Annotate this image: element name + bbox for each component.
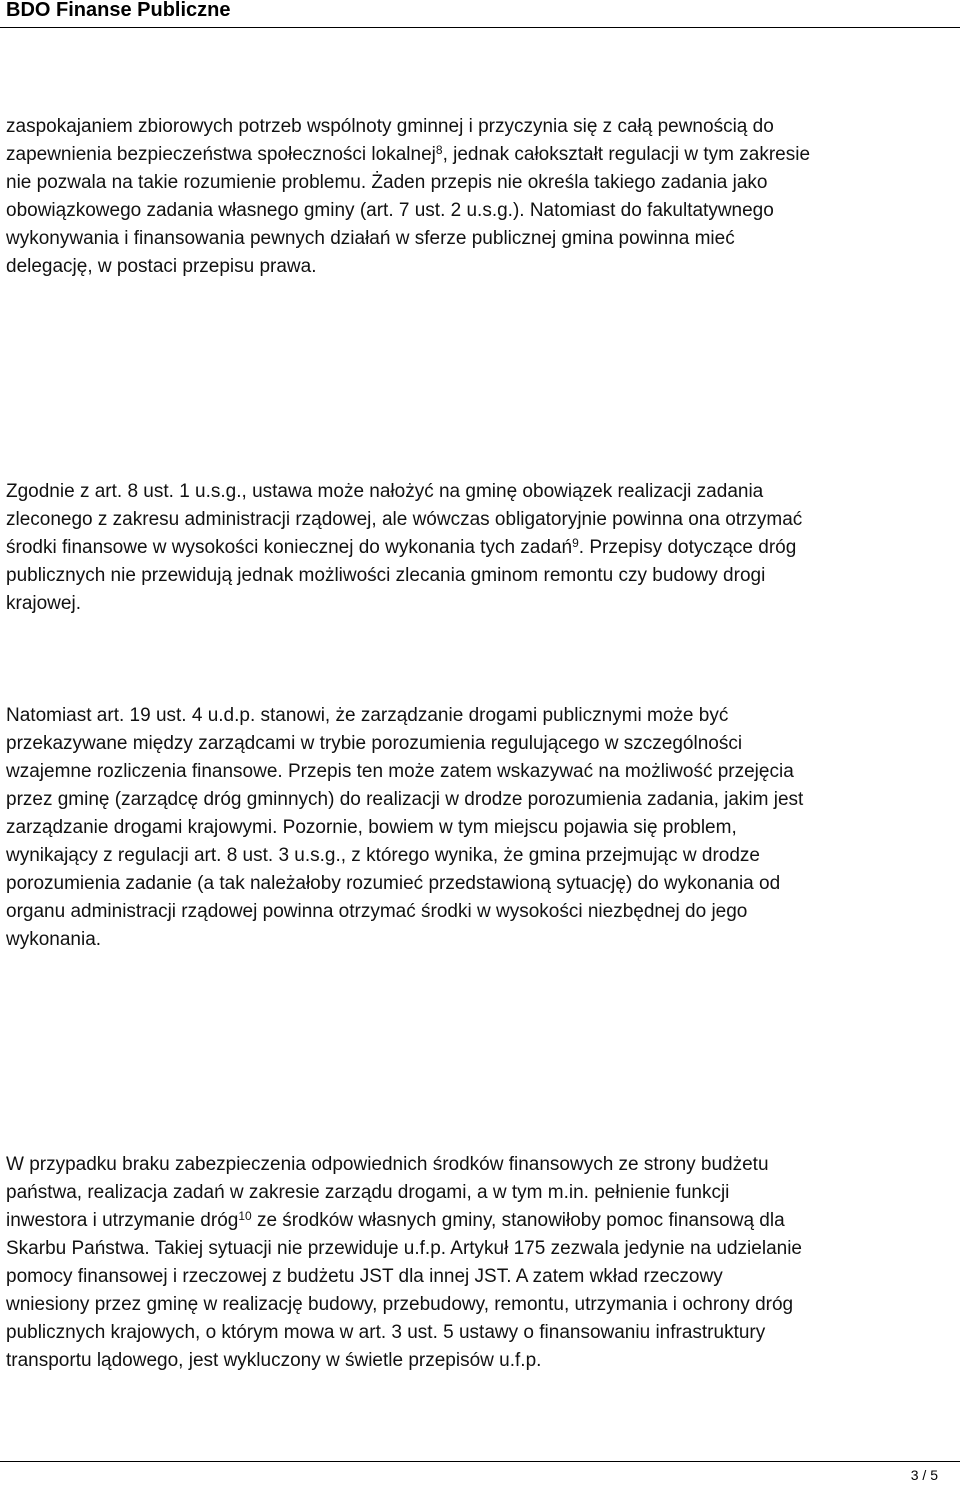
paragraph-2 [6, 478, 950, 618]
text-line: porozumienia zadanie (a tak należałoby rozumieć przedstawioną sytuację) do wykonania od [6, 873, 781, 894]
page-number: 3 / 5 [910, 1467, 938, 1483]
text-line: organu administracji rządowej powinna otrzymać środki w wysokości niezbędnej do jego [6, 901, 748, 922]
text-segment: . Przepisy dotyczące dróg [578, 537, 797, 558]
text-line: zaspokajaniem zbiorowych potrzeb wspólnoty gminnej i przyczynia się z całą pewnością do [6, 116, 774, 137]
text-segment: inwestora i utrzymanie dróg [6, 1210, 239, 1231]
footnote-ref: 10 [238, 1209, 252, 1223]
text-line: zarządzanie drogami krajowymi. Pozornie, bowiem w tym miejscu pojawia się problem, [6, 817, 737, 838]
text-segment: zapewnienia bezpieczeństwa społeczności lokalnej [6, 144, 436, 165]
text-line: wykonania. [6, 929, 102, 950]
text-line: wynikający z regulacji art. 8 ust. 3 u.s.g., z którego wynika, że gmina przejmując w drodze [6, 845, 760, 866]
text-segment: ze środków własnych gminy, stanowiłoby pomoc finansową dla [251, 1210, 785, 1231]
text-line [6, 1207, 950, 1235]
text-line: wykonywania i finansowania pewnych działań w sferze publicznej gmina powinna mieć [6, 228, 735, 249]
text-line: państwa, realizacja zadań w zakresie zarządu drogami, a w tym m.in. pełnienie funkcji [6, 1182, 730, 1203]
footnote-ref: 9 [572, 536, 579, 550]
text-line: zleconego z zakresu administracji rządowej, ale wówczas obligatoryjnie powinna ona otrzymać [6, 509, 803, 530]
footer-divider [0, 1461, 960, 1462]
text-line: przekazywane między zarządcami w trybie porozumienia regulującego w szczególności [6, 733, 743, 754]
text-segment: , jednak całokształt regulacji w tym zakresie [442, 144, 811, 165]
text-line: transportu lądowego, jest wykluczony w świetle przepisów u.f.p. [6, 1350, 542, 1371]
document-title: BDO Finanse Publiczne [6, 0, 231, 21]
text-line: wniesiony przez gminę w realizację budowy, przebudowy, remontu, utrzymania i ochrony dróg [6, 1294, 794, 1315]
text-line: wzajemne rozliczenia finansowe. Przepis ten może zatem wskazywać na możliwość przejęcia [6, 761, 794, 782]
paragraph-1 [6, 113, 950, 281]
text-line: publicznych krajowych, o którym mowa w art. 3 ust. 5 ustawy o finansowaniu infrastruktury [6, 1322, 766, 1343]
text-line: pomocy finansowej i rzeczowej z budżetu JST dla innej JST. A zatem wkład rzeczowy [6, 1266, 723, 1287]
text-line [6, 534, 950, 562]
paragraph-4 [6, 1151, 950, 1375]
text-line: Skarbu Państwa. Takiej sytuacji nie przewiduje u.f.p. Artykuł 175 zezwala jedynie na udzielanie [6, 1238, 802, 1259]
text-line: Natomiast art. 19 ust. 4 u.d.p. stanowi, że zarządzanie drogami publicznymi może być [6, 705, 729, 726]
footnote-ref: 8 [435, 143, 443, 157]
text-line [6, 141, 950, 169]
header-divider [0, 27, 960, 28]
text-segment: środki finansowe w wysokości koniecznej do wykonania tych zadań [6, 537, 573, 558]
text-line: obowiązkowego zadania własnego gminy (art. 7 ust. 2 u.s.g.). Natomiast do fakultatywnego [6, 200, 774, 221]
text-line: nie pozwala na takie rozumienie problemu. Żaden przepis nie określa takiego zadania jako [6, 172, 768, 193]
text-line: publicznych nie przewidują jednak możliwości zlecania gminom remontu czy budowy drogi [6, 565, 766, 586]
text-line: Zgodnie z art. 8 ust. 1 u.s.g., ustawa może nałożyć na gminę obowiązek realizacji zadania [6, 481, 764, 502]
paragraph-3 [6, 702, 950, 954]
text-line: przez gminę (zarządcę dróg gminnych) do realizacji w drodze porozumienia zadania, jakim jest [6, 789, 804, 810]
text-line: krajowej. [6, 593, 81, 614]
text-line: W przypadku braku zabezpieczenia odpowiednich środków finansowych ze strony budżetu [6, 1154, 769, 1175]
text-line: delegację, w postaci przepisu prawa. [6, 256, 317, 277]
